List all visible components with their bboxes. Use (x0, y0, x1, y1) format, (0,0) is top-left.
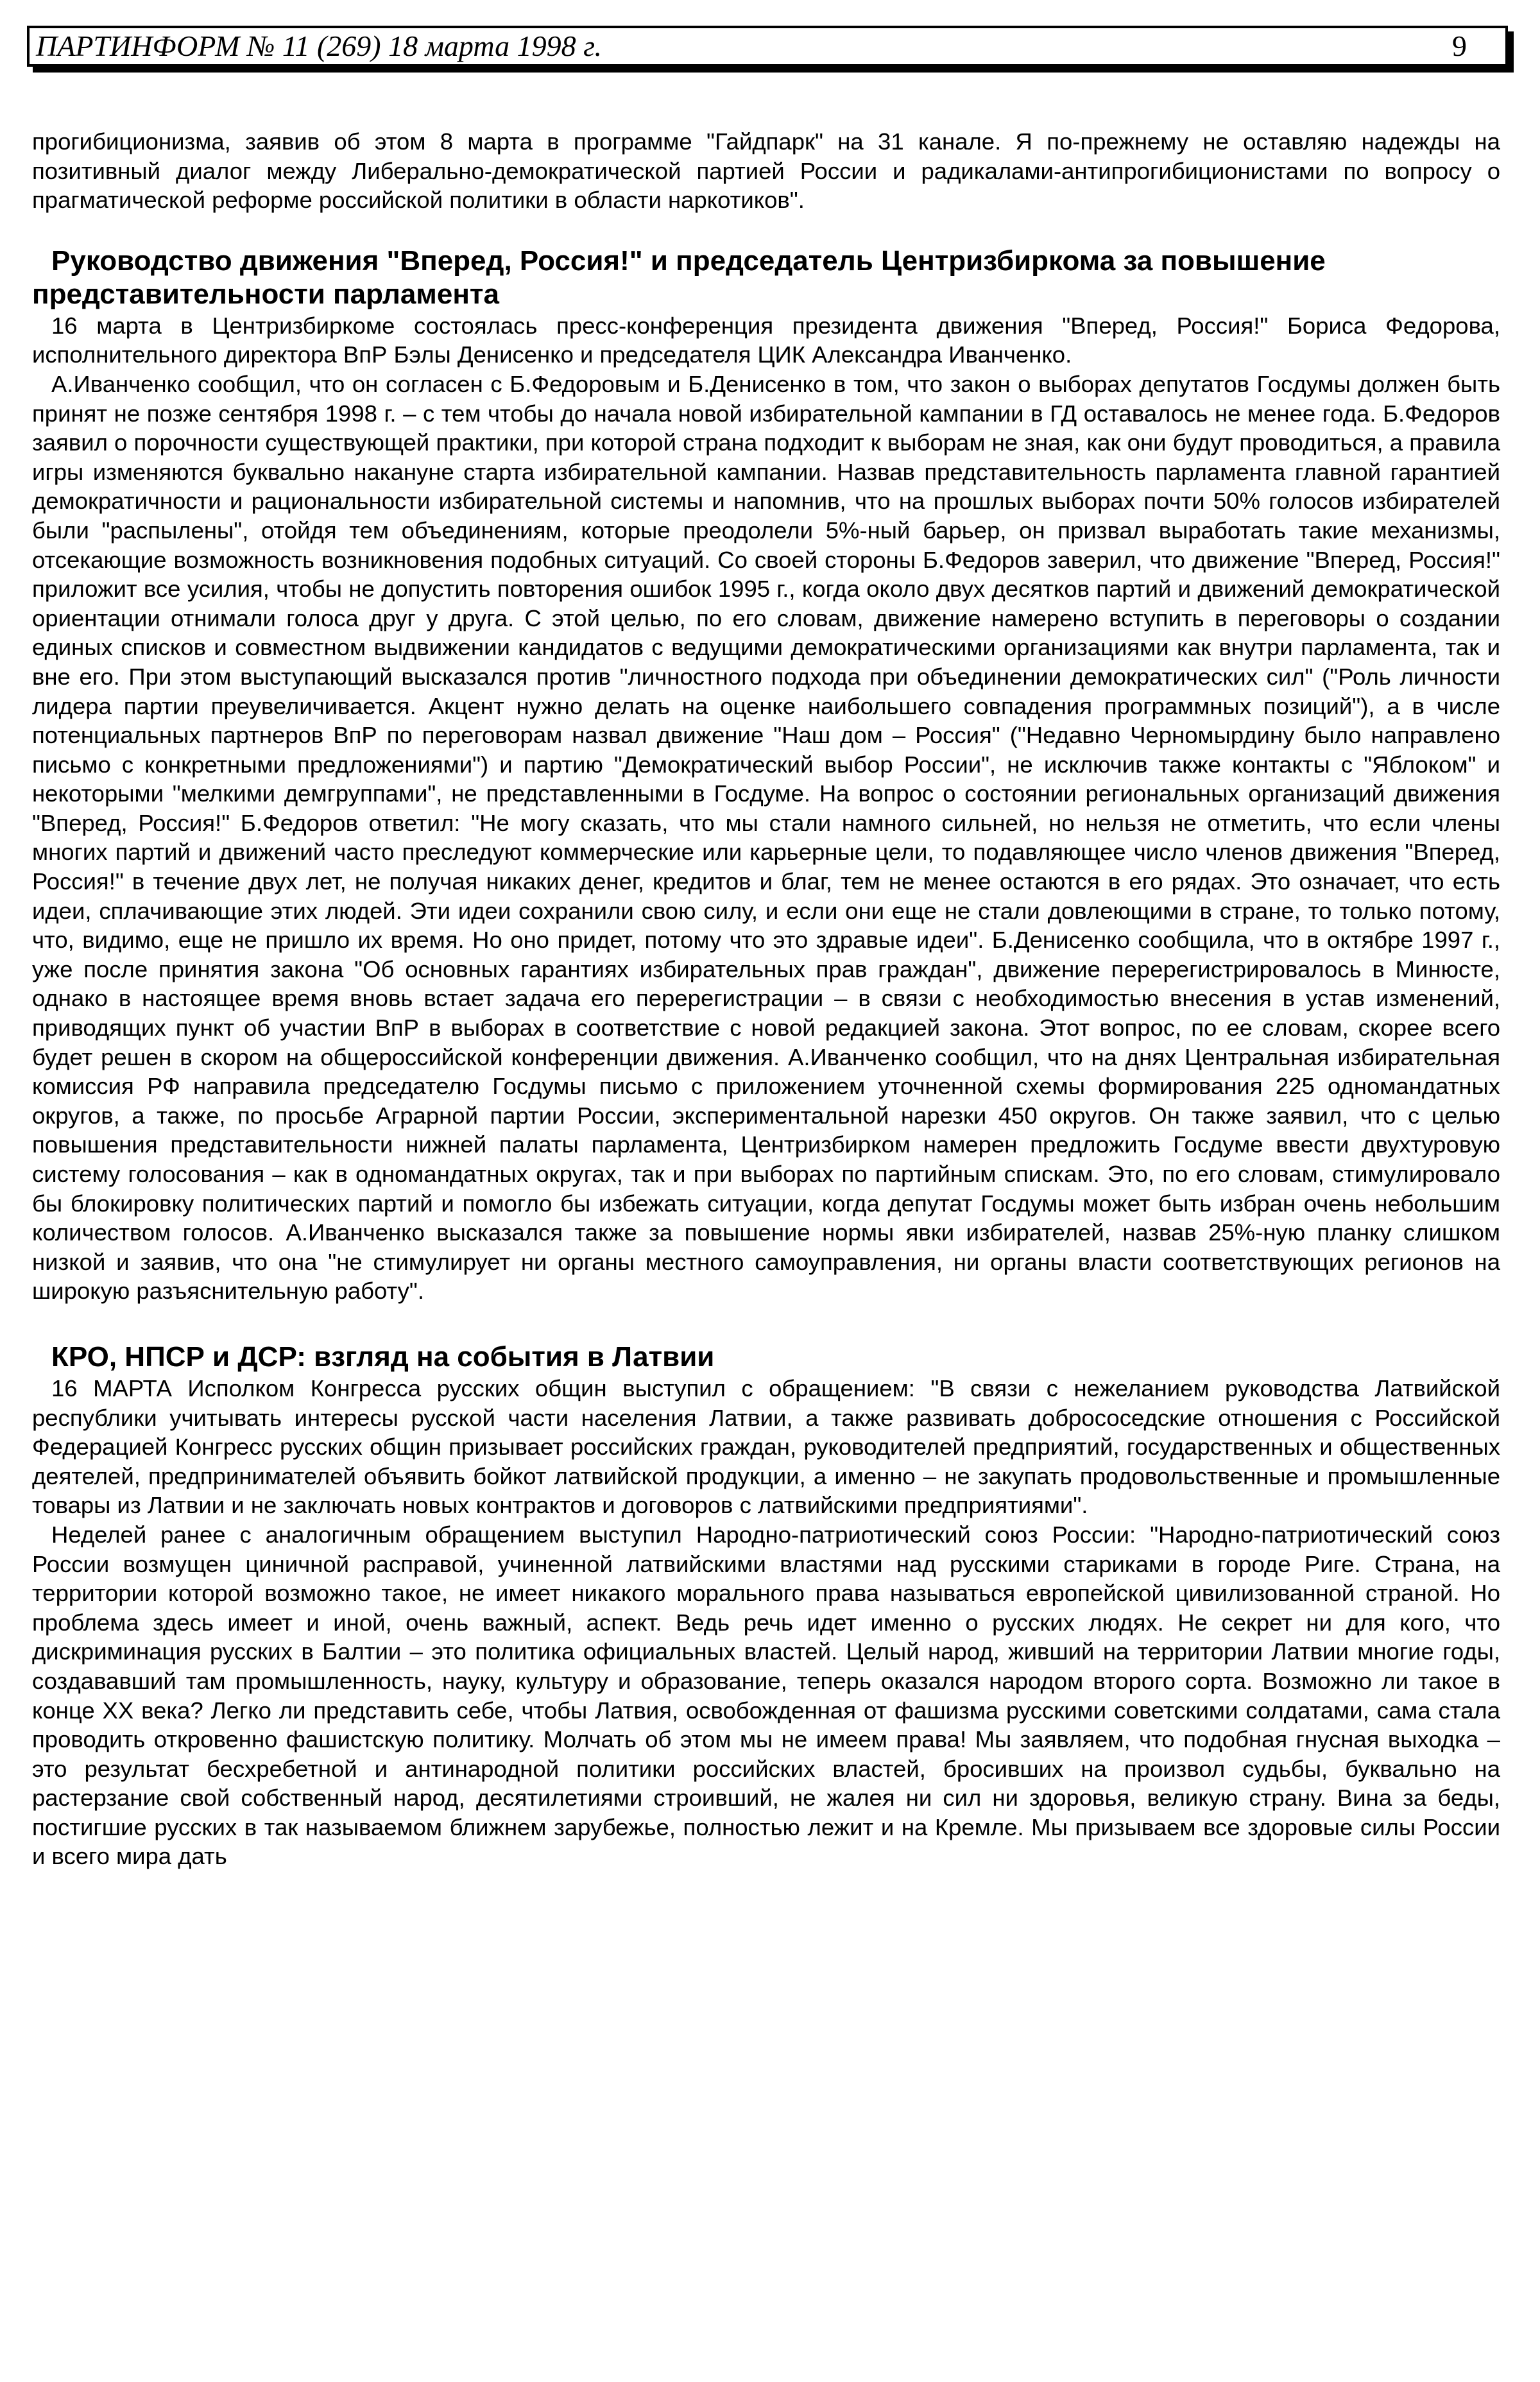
article-1-paragraph-1: 16 марта в Центризбиркоме состоялась пресс-конференция президента движения "Вперед, Россия!" Бориса Федорова, исполнительного директора ВпР Бэлы Денисенко и председателя ЦИК Александра Иванченко. (32, 312, 1500, 368)
article-2-heading: КРО, НПСР и ДСР: взгляд на события в Латвии (51, 1341, 715, 1373)
intro-paragraph: прогибиционизма, заявив об этом 8 марта в программе "Гайдпарк" на 31 канале. Я по-прежнему не оставляю надежды на позитивный диалог между Либерально-демократической партией России и радикалами-антипрогибиционистами по вопросу о прагматической реформе российской политики в области наркотиков". (32, 128, 1500, 214)
article-1-heading: Руководство движения "Вперед, Россия!" и председатель Центризбиркома за повышение представительности парламента (32, 244, 1326, 310)
article-2-paragraph-2: Неделей ранее с аналогичным обращением выступил Народно-патриотический союз России: "Народно-патриотический союз России возмущен циничной расправой, учиненной латвийскими властями над русскими стариками в городе Риге. Страна, на территории которой возможно такое, не имеет никакого морального права называться европейской цивилизованной страной. Но проблема здесь имеет и иной, очень важный, аспект. Ведь речь идет именно о русских людях. Не секрет ни для кого, что дискриминация русских в Балтии – это политика официальных властей. Целый народ, живший на территории Латвии многие годы, создававший там промышленность, науку, культуру и образование, теперь оказался народом второго сорта. Возможно ли такое в конце XX века? Легко ли представить себе, чтобы Латвия, освобожденная от фашизма русскими советскими солдатами, сама стала проводить откровенно фашистскую политику. Молчать об этом мы не имеем права! Мы заявляем, что подобная гнусная выходка – это результат бесхребетной и антинародной политики российских властей, бросивших на произвол судьбы, буквально на растерзание свой собственный народ, десятилетиями строивший, не жалея ни сил ни здоровья, великую страну. Вина за беды, постигшие русских в так называемом ближнем зарубежье, полностью лежит и на Кремле. Мы призываем все здоровые силы России и всего мира дать (32, 1521, 1500, 1870)
page-number: 9 (1452, 30, 1467, 62)
header-title: ПАРТИНФОРМ № 11 (269) 18 марта 1998 г. (36, 30, 602, 62)
page-header (27, 26, 1508, 67)
article-1-paragraph-2: А.Иванченко сообщил, что он согласен с Б.Федоровым и Б.Денисенко в том, что закон о выборах депутатов Госдумы должен быть принят не позже сентября 1998 г. – с тем чтобы до начала новой избирательной кампании в ГД оставалось не менее года. Б.Федоров заявил о порочности существующей практики, при которой страна подходит к выборам не зная, как они будут проводиться, а правила игры изменяются буквально накануне старта избирательной кампании. Назвав представительность парламента главной гарантией демократичности и рациональности избирательной системы и напомнив, что на прошлых выборах почти 50% голосов избирателей были "распылены", отойдя тем объединениям, которые преодолели 5%-ный барьер, он призвал выработать такие механизмы, отсекающие возможность возникновения подобных ситуаций. Со своей стороны Б.Федоров заверил, что движение "Вперед, Россия!" приложит все усилия, чтобы не допустить повторения ошибок 1995 г., когда около двух десятков партий и движений демократической ориентации отнимали голоса друг у друга. С этой целью, по его словам, движение намерено вступить в переговоры о создании единых списков и совместном выдвижении кандидатов с ведущими демократическими организациями как внутри парламента, так и вне его. При этом выступающий высказался против "личностного подхода при объединении демократических сил" ("Роль личности лидера партии преувеличивается. Акцент нужно делать на оценке наибольшего совпадения программных позиций"), а в числе потенциальных партнеров ВпР по переговорам назвал движение "Наш дом – Россия" ("Недавно Черномырдину было направлено письмо с конкретными предложениями") и партию "Демократический выбор России", не исключив также контакты с "Яблоком" и некоторыми "мелкими демгруппами", не представленными в Госдуме. На вопрос о состоянии региональных организаций движения "Вперед, Россия!" Б.Федоров ответил: "Не могу сказать, что мы стали намного сильней, но нельзя не отметить, что если члены многих партий и движений часто преследуют коммерческие или карьерные цели, то подавляющее число членов движения "Вперед, Россия!" в течение двух лет, не получая никаких денег, кредитов и благ, тем не менее остаются в его рядах. Это означает, что есть идеи, сплачивающие этих людей. Эти идеи сохранили свою силу, и если они еще не стали довлеющими в стране, то только потому, что, видимо, еще не пришло их время. Но оно придет, потому что это здравые идеи". Б.Денисенко сообщила, что в октябре 1997 г., уже после принятия закона "Об основных гарантиях избирательных прав граждан", движение перерегистрировалось в Минюсте, однако в настоящее время вновь встает задача его перерегистрации – в связи с необходимостью внесения в устав изменений, приводящих пункт об участии ВпР в выборах в соответствие с новой редакцией закона. Этот вопрос, по ее словам, скорее всего будет решен в скором на общероссийской конференции движения. А.Иванченко сообщил, что на днях Центральная избирательная комиссия РФ направила председателю Госдумы письмо с приложением уточненной схемы формирования 225 одномандатных округов, а также, по просьбе Аграрной партии России, экспериментальной нарезки 450 округов. Он также заявил, что с целью повышения представительности нижней палаты парламента, Центризбирком намерен предложить Госдуме ввести двухтуровую систему голосования – как в одномандатных округах, так и при выборах по партийным спискам. Это, по его словам, стимулировало бы блокировку политических партий и помогло бы избежать ситуации, когда депутат Госдумы может быть избран очень небольшим количеством голосов. А.Иванченко высказался также за повышение нормы явки избирателей, назвав 25%-ную планку слишком низкой и заявив, что она "не стимулирует ни органы местного самоуправления, ни органы власти соответствующих регионов на широкую разъяснительную работу". (32, 370, 1500, 1305)
article-2-paragraph-1: 16 МАРТА Исполком Конгресса русских общин выступил с обращением: "В связи с нежеланием руководства Латвийской республики учитывать интересы русской части населения Латвии, а также развивать добрососедские отношения с Российской Федерацией Конгресс русских общин призывает российских граждан, руководителей предприятий, государственных и общественных деятелей, предпринимателей объявить бойкот латвийской продукции, а именно – не закупать продовольственные и промышленные товары из Латвии и не заключать новых контрактов и договоров с латвийскими предприятиями". (32, 1375, 1500, 1519)
article-content (32, 127, 1500, 1871)
